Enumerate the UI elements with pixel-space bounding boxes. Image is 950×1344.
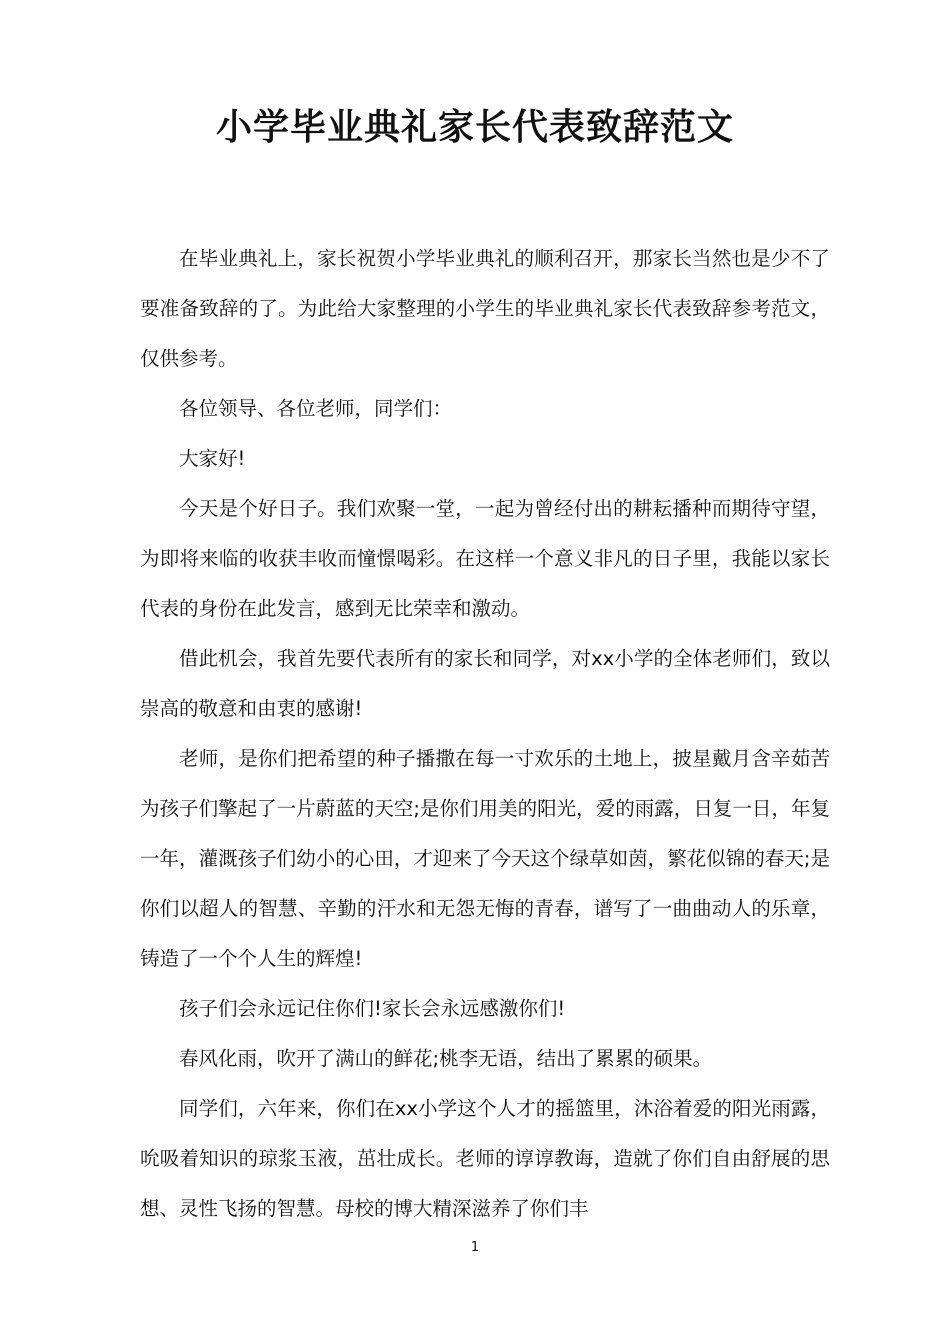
paragraph-intro: 在毕业典礼上，家长祝贺小学毕业典礼的顺利召开，那家长当然也是少不了要准备致辞的了。为此给大家整理的小学生的毕业典礼家长代表致辞参考范文，仅供参考。 <box>140 247 830 370</box>
paragraph-good-day: 今天是个好日子。我们欢聚一堂，一起为曾经付出的耕耘播种而期待守望，为即将来临的收获丰收而憧憬喝彩。在这样一个意义非凡的日子里，我能以家长代表的身份在此发言，感到无比荣幸和激动。 <box>140 497 830 620</box>
paragraph-greeting: 大家好! <box>179 447 246 470</box>
paragraph-salutation: 各位领导、各位老师，同学们： <box>179 397 453 420</box>
document-title: 小学毕业典礼家长代表致辞范文 <box>215 107 734 148</box>
paragraph-teachers: 老师，是你们把希望的种子播撒在每一寸欢乐的土地上，披星戴月含辛茹苦为孩子们擎起了一片蔚蓝的天空;是你们用美的阳光，爱的雨露，日复一日，年复一年，灌溉孩子们幼小的心田，才迎来了今天这个绿草如茵，繁花似锦的春天;是你们以超人的智慧、辛勤的汗水和无怨无悔的青春，谱写了一曲曲动人的乐章，铸造了一个个人生的辉煌! <box>140 747 830 970</box>
page-number: 1 <box>470 1240 480 1255</box>
paragraph-remember: 孩子们会永远记住你们!家长会永远感激你们! <box>179 997 566 1020</box>
paragraph-thanks: 借此机会，我首先要代表所有的家长和同学，对xx小学的全体老师们，致以崇高的敬意和由衷的感谢! <box>140 647 830 720</box>
paragraph-spring: 春风化雨，吹开了满山的鲜花;桃李无语，结出了累累的硕果。 <box>179 1047 713 1070</box>
document-body <box>140 234 830 1234</box>
paragraph-students: 同学们，六年来，你们在xx小学这个人才的摇篮里，沐浴着爱的阳光雨露，吮吸着知识的琼浆玉液，茁壮成长。老师的谆谆教诲，造就了你们自由舒展的思想、灵性飞扬的智慧。母校的博大精深滋养了你们丰 <box>140 1097 830 1220</box>
